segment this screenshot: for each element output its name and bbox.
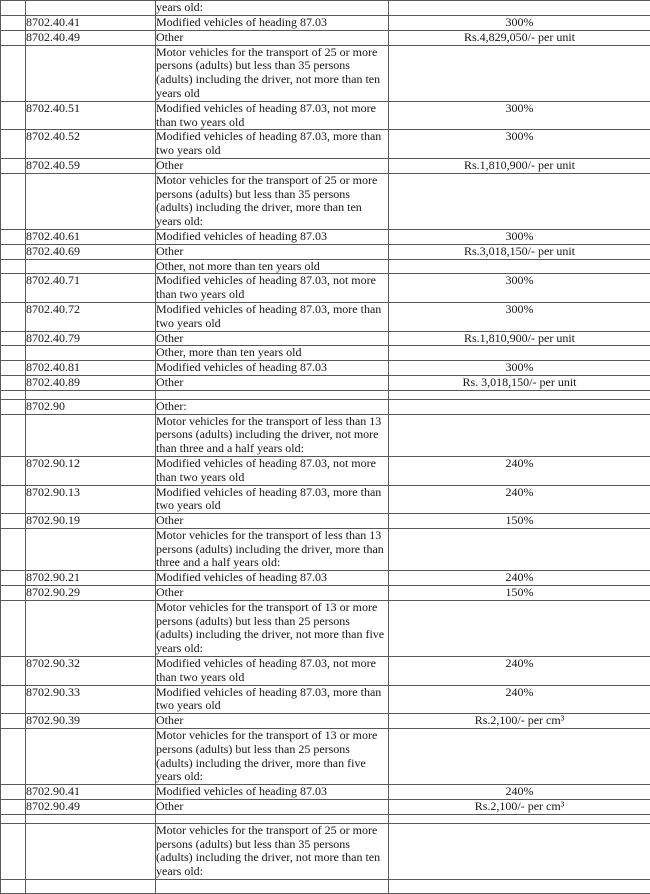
hs-code-cell xyxy=(26,729,156,785)
description-cell: years old: xyxy=(156,1,389,16)
description-cell: Other xyxy=(156,375,389,390)
hs-code-cell: 8702.90.39 xyxy=(26,714,156,729)
gutter-cell xyxy=(1,30,26,45)
rate-cell xyxy=(389,45,650,101)
gutter-cell xyxy=(1,101,26,130)
rate-cell: 300% xyxy=(389,302,650,331)
description-cell: Other xyxy=(156,714,389,729)
description-cell: Other xyxy=(156,30,389,45)
gutter-cell xyxy=(1,600,26,656)
table-row xyxy=(1,399,650,414)
description-cell: Modified vehicles of heading 87.03, not more than two years old xyxy=(156,101,389,130)
table-row xyxy=(1,390,650,399)
hs-code-cell: 8702.40.81 xyxy=(26,361,156,376)
table-row xyxy=(1,229,650,244)
rate-cell: 300% xyxy=(389,16,650,31)
rate-cell: 150% xyxy=(389,586,650,601)
table-row xyxy=(1,714,650,729)
hs-code-cell: 8702.40.59 xyxy=(26,158,156,173)
gutter-cell xyxy=(1,158,26,173)
rate-cell: 300% xyxy=(389,274,650,303)
hs-code-cell: 8702.90.21 xyxy=(26,571,156,586)
gutter-cell xyxy=(1,16,26,31)
table-row xyxy=(1,823,650,879)
description-cell: Other xyxy=(156,331,389,346)
rate-cell: Rs.3,018,150/- per unit xyxy=(389,244,650,259)
gutter-cell xyxy=(1,485,26,514)
hs-code-cell: 8702.40.49 xyxy=(26,30,156,45)
description-cell: Motor vehicles for the transport of 25 or more persons (adults) but less than 35 persons (adults) including the driver, more than ten years old: xyxy=(156,173,389,229)
table-row xyxy=(1,785,650,800)
table-row xyxy=(1,158,650,173)
hs-code-cell: 8702.40.89 xyxy=(26,375,156,390)
rate-cell xyxy=(389,390,650,399)
table-row xyxy=(1,30,650,45)
rate-cell xyxy=(389,346,650,361)
table-row xyxy=(1,1,650,16)
rate-cell: Rs.2,100/- per cm³ xyxy=(389,714,650,729)
table-row xyxy=(1,244,650,259)
rate-cell: 300% xyxy=(389,101,650,130)
table-row xyxy=(1,880,650,894)
description-cell: Modified vehicles of heading 87.03 xyxy=(156,361,389,376)
description-cell: Motor vehicles for the transport of 13 or more persons (adults) but less than 25 persons (adults) including the driver, more than five years old: xyxy=(156,729,389,785)
gutter-cell xyxy=(1,346,26,361)
hs-code-cell: 8702.90.12 xyxy=(26,456,156,485)
hs-code-cell: 8702.40.71 xyxy=(26,274,156,303)
table-row xyxy=(1,729,650,785)
rate-cell xyxy=(389,880,650,894)
hs-code-cell: 8702.90.13 xyxy=(26,485,156,514)
table-row xyxy=(1,571,650,586)
table-row xyxy=(1,814,650,823)
description-cell xyxy=(156,814,389,823)
rate-cell xyxy=(389,729,650,785)
rate-cell xyxy=(389,399,650,414)
gutter-cell xyxy=(1,823,26,879)
rate-cell xyxy=(389,823,650,879)
rate-cell: Rs.2,100/- per cm³ xyxy=(389,800,650,815)
rate-cell: 240% xyxy=(389,485,650,514)
gutter-cell xyxy=(1,331,26,346)
rate-cell: Rs. 3,018,150/- per unit xyxy=(389,375,650,390)
gutter-cell xyxy=(1,785,26,800)
hs-code-cell: 8702.90 xyxy=(26,399,156,414)
gutter-cell xyxy=(1,685,26,714)
rate-cell: 150% xyxy=(389,514,650,529)
hs-code-cell xyxy=(26,600,156,656)
hs-code-cell: 8702.40.61 xyxy=(26,229,156,244)
hs-code-cell xyxy=(26,414,156,456)
table-row xyxy=(1,302,650,331)
gutter-cell xyxy=(1,714,26,729)
rate-cell xyxy=(389,414,650,456)
gutter-cell xyxy=(1,571,26,586)
gutter-cell xyxy=(1,657,26,686)
hs-code-cell: 8702.40.52 xyxy=(26,130,156,159)
gutter-cell xyxy=(1,456,26,485)
gutter-cell xyxy=(1,229,26,244)
description-cell: Modified vehicles of heading 87.03, more than two years old xyxy=(156,302,389,331)
description-cell: Modified vehicles of heading 87.03, more than two years old xyxy=(156,485,389,514)
description-cell: Modified vehicles of heading 87.03, more than two years old xyxy=(156,685,389,714)
rate-cell xyxy=(389,814,650,823)
hs-code-cell xyxy=(26,346,156,361)
description-cell: Motor vehicles for the transport of 13 or more persons (adults) but less than 25 persons (adults) including the driver, not more than five years old: xyxy=(156,600,389,656)
table-row xyxy=(1,414,650,456)
table-row xyxy=(1,45,650,101)
description-cell: Other: xyxy=(156,399,389,414)
description-cell: Motor vehicles for the transport of less than 13 persons (adults) including the driver, not more than three and a half years old: xyxy=(156,414,389,456)
description-cell xyxy=(156,390,389,399)
gutter-cell xyxy=(1,173,26,229)
hs-code-cell xyxy=(26,1,156,16)
rate-cell: Rs.1,810,900/- per unit xyxy=(389,158,650,173)
description-cell: Modified vehicles of heading 87.03, not more than two years old xyxy=(156,657,389,686)
gutter-cell xyxy=(1,302,26,331)
hs-code-cell xyxy=(26,259,156,274)
table-row xyxy=(1,274,650,303)
table-row xyxy=(1,346,650,361)
hs-code-cell xyxy=(26,45,156,101)
gutter-cell xyxy=(1,274,26,303)
gutter-cell xyxy=(1,514,26,529)
gutter-cell xyxy=(1,390,26,399)
gutter-cell xyxy=(1,259,26,274)
description-cell: Modified vehicles of heading 87.03, more than two years old xyxy=(156,130,389,159)
table-row xyxy=(1,514,650,529)
rate-cell: 300% xyxy=(389,229,650,244)
gutter-cell xyxy=(1,729,26,785)
gutter-cell xyxy=(1,880,26,894)
table-row xyxy=(1,528,650,570)
description-cell: Other, not more than ten years old xyxy=(156,259,389,274)
gutter-cell xyxy=(1,414,26,456)
rate-cell: 240% xyxy=(389,685,650,714)
description-cell: Modified vehicles of heading 87.03 xyxy=(156,571,389,586)
gutter-cell xyxy=(1,586,26,601)
table-row xyxy=(1,130,650,159)
gutter-cell xyxy=(1,1,26,16)
table-row xyxy=(1,173,650,229)
rate-cell: 240% xyxy=(389,657,650,686)
hs-code-cell: 8702.40.72 xyxy=(26,302,156,331)
table-row xyxy=(1,361,650,376)
rate-cell: 300% xyxy=(389,130,650,159)
gutter-cell xyxy=(1,375,26,390)
description-cell: Other xyxy=(156,586,389,601)
gutter-cell xyxy=(1,244,26,259)
description-cell xyxy=(156,880,389,894)
description-cell: Modified vehicles of heading 87.03 xyxy=(156,785,389,800)
gutter-cell xyxy=(1,130,26,159)
table-row xyxy=(1,456,650,485)
table-row xyxy=(1,331,650,346)
gutter-cell xyxy=(1,800,26,815)
rate-cell: 240% xyxy=(389,456,650,485)
description-cell: Other xyxy=(156,158,389,173)
rate-cell xyxy=(389,1,650,16)
hs-code-cell: 8702.40.79 xyxy=(26,331,156,346)
rate-cell xyxy=(389,600,650,656)
hs-code-cell: 8702.90.19 xyxy=(26,514,156,529)
rate-cell: Rs.4,829,050/- per unit xyxy=(389,30,650,45)
table-row xyxy=(1,101,650,130)
table-row xyxy=(1,259,650,274)
hs-code-cell: 8702.90.49 xyxy=(26,800,156,815)
gutter-cell xyxy=(1,361,26,376)
description-cell: Modified vehicles of heading 87.03 xyxy=(156,16,389,31)
description-cell: Modified vehicles of heading 87.03, not more than two years old xyxy=(156,274,389,303)
rate-cell: 240% xyxy=(389,785,650,800)
description-cell: Modified vehicles of heading 87.03 xyxy=(156,229,389,244)
hs-code-cell: 8702.40.41 xyxy=(26,16,156,31)
hs-code-cell: 8702.90.33 xyxy=(26,685,156,714)
table-row xyxy=(1,485,650,514)
description-cell: Other, more than ten years old xyxy=(156,346,389,361)
rate-cell: 300% xyxy=(389,361,650,376)
table-row xyxy=(1,586,650,601)
description-cell: Modified vehicles of heading 87.03, not more than two years old xyxy=(156,456,389,485)
rate-cell xyxy=(389,173,650,229)
table-row xyxy=(1,657,650,686)
hs-code-cell xyxy=(26,173,156,229)
hs-code-cell xyxy=(26,390,156,399)
rate-cell: 240% xyxy=(389,571,650,586)
table-row xyxy=(1,800,650,815)
hs-code-cell: 8702.40.51 xyxy=(26,101,156,130)
hs-code-cell: 8702.90.32 xyxy=(26,657,156,686)
gutter-cell xyxy=(1,399,26,414)
description-cell: Other xyxy=(156,800,389,815)
gutter-cell xyxy=(1,814,26,823)
hs-code-cell: 8702.40.69 xyxy=(26,244,156,259)
description-cell: Motor vehicles for the transport of less than 13 persons (adults) including the driver, more than three and a half years old: xyxy=(156,528,389,570)
rate-cell: Rs.1,810,900/- per unit xyxy=(389,331,650,346)
gutter-cell xyxy=(1,45,26,101)
description-cell: Other xyxy=(156,514,389,529)
table-row xyxy=(1,375,650,390)
table-row xyxy=(1,16,650,31)
description-cell: Motor vehicles for the transport of 25 or more persons (adults) but less than 35 persons (adults) including the driver, not more than ten years old xyxy=(156,45,389,101)
table-row xyxy=(1,685,650,714)
gutter-cell xyxy=(1,528,26,570)
hs-code-cell xyxy=(26,814,156,823)
hs-code-cell: 8702.90.41 xyxy=(26,785,156,800)
tariff-table-body xyxy=(1,1,650,894)
table-row xyxy=(1,600,650,656)
hs-code-cell xyxy=(26,880,156,894)
hs-code-cell xyxy=(26,823,156,879)
rate-cell xyxy=(389,528,650,570)
hs-code-cell xyxy=(26,528,156,570)
description-cell: Motor vehicles for the transport of 25 or more persons (adults) but less than 35 persons (adults) including the driver, not more than ten years old: xyxy=(156,823,389,879)
description-cell: Other xyxy=(156,244,389,259)
hs-code-cell: 8702.90.29 xyxy=(26,586,156,601)
rate-cell xyxy=(389,259,650,274)
